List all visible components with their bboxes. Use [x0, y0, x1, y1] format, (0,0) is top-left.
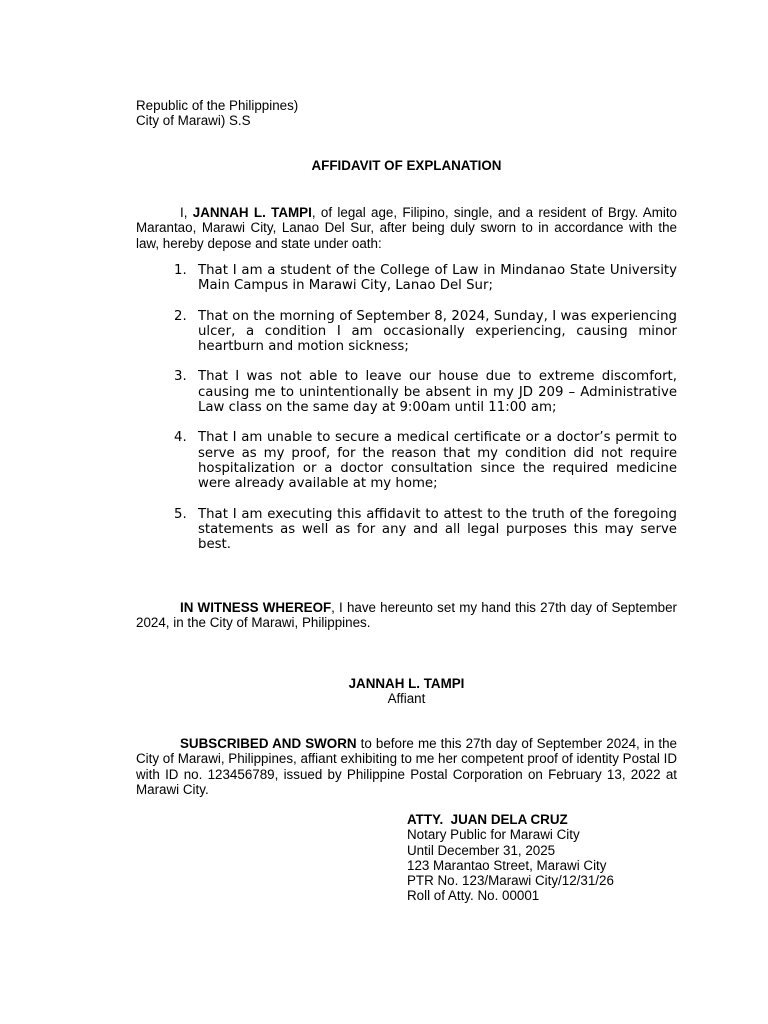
statement-list	[174, 263, 677, 567]
jurat-text: to before me this 27th day of September 2024, in the City of Marawi, Philippines, affiant exhibiting to me her competent proof of identity Postal ID with ID no. 123456789, issued by Philippine Postal Corporation on February 13, 2022 at Marawi City.	[136, 736, 677, 797]
notary-roll: Roll of Atty. No. 00001	[407, 888, 540, 904]
statement-text: That I was not able to leave our house due to extreme discomfort, causing me to unintentionally be absent in my JD 209 – Administrative Law class on the same day at 9:00am until 11:00 am;	[198, 369, 677, 416]
witness-text: , I have hereunto set my hand this 27th day of September 2024, in the City of Marawi, Philippines.	[136, 600, 677, 631]
intro-prefix: I,	[180, 205, 193, 220]
statement-text: That on the morning of September 8, 2024, Sunday, I was experiencing ulcer, a condition I am occasionally experiencing, causing minor heartburn and motion sickness;	[198, 308, 677, 355]
statement-item	[174, 430, 677, 491]
document-title: AFFIDAVIT OF EXPLANATION	[311, 158, 502, 173]
affiant-name-inline: JANNAH L. TAMPI	[192, 205, 312, 220]
statement-number: 4.	[174, 430, 187, 446]
venue-country: Republic of the Philippines)	[136, 98, 299, 113]
jurat-heading: SUBSCRIBED AND SWORN	[180, 736, 357, 751]
statement-item	[174, 369, 677, 415]
statement-number: 3.	[174, 369, 187, 385]
statement-text: That I am a student of the College of Law in Mindanao State University Main Campus in Marawi City, Lanao Del Sur;	[198, 263, 677, 294]
statement-item	[174, 507, 677, 553]
intro-text: , of legal age, Filipino, single, and a resident of Brgy. Amito Marantao, Marawi City, Lanao Del Sur, after being duly sworn to in accordance with the law, hereby depose and state under oath:	[136, 205, 677, 251]
affiant-name: JANNAH L. TAMPI	[348, 676, 465, 691]
venue-city: City of Marawi) S.S	[136, 113, 251, 129]
statement-number: 5.	[174, 506, 187, 522]
intro-paragraph	[136, 205, 677, 251]
statement-number: 1.	[174, 263, 187, 278]
statement-item	[174, 263, 677, 294]
affiant-signature-block	[136, 676, 677, 707]
witness-heading: IN WITNESS WHEREOF	[180, 600, 332, 615]
notary-name: ATTY. JUAN DELA CRUZ	[407, 812, 568, 827]
affiant-role: Affiant	[387, 691, 426, 707]
notary-block	[407, 812, 697, 904]
notary-ptr: PTR No. 123/Marawi City/12/31/26	[407, 873, 614, 889]
notary-address: 123 Marantao Street, Marawi City	[407, 857, 607, 873]
jurat-paragraph	[136, 736, 677, 797]
witness-paragraph	[136, 600, 677, 631]
statement-number: 2.	[174, 308, 187, 324]
notary-commission: Notary Public for Marawi City	[407, 827, 580, 843]
venue-header	[136, 98, 677, 129]
statement-item	[174, 309, 677, 355]
statement-text: That I am unable to secure a medical certificate or a doctor’s permit to serve as my proof, for the reason that my condition did not require hospitalization or a doctor consultation since the required medicine were already available at my home;	[198, 430, 677, 492]
statement-text: That I am executing this affidavit to attest to the truth of the foregoing statements as well as for any and all legal purposes this may serve best.	[198, 506, 677, 553]
notary-validity: Until December 31, 2025	[407, 842, 556, 858]
